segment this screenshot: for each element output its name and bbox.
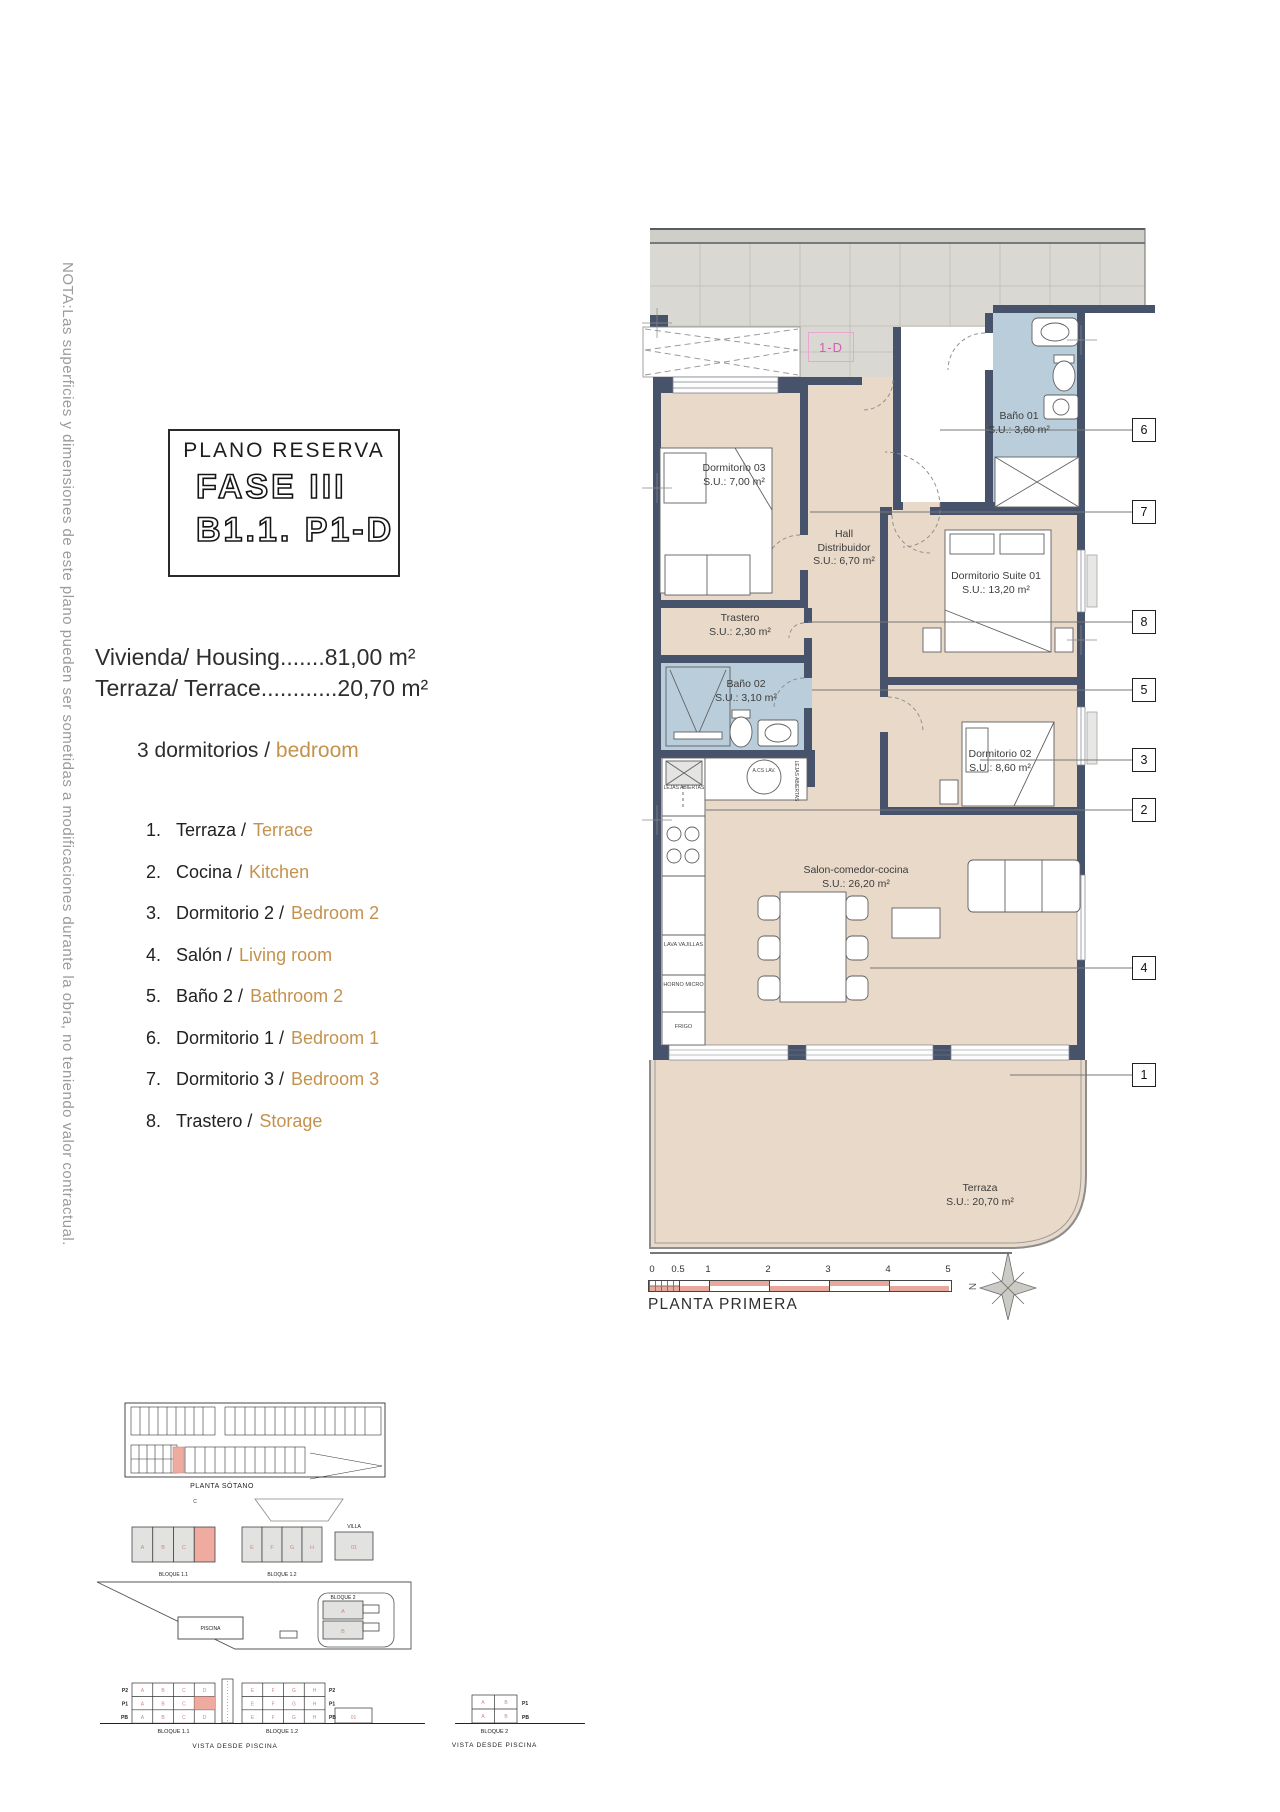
room-legend: [146, 820, 379, 1152]
driveway: [255, 1499, 343, 1521]
legend-item: 1. Terraza / Terrace: [146, 820, 314, 840]
svg-text:F: F: [271, 1688, 275, 1694]
legend-item: 6. Dormitorio 1 / Bedroom 1: [146, 1027, 380, 1048]
legend-item: 7. Dormitorio 3 / Bedroom 3: [146, 1069, 380, 1089]
callout-8: 8: [1132, 610, 1156, 634]
basement-plan: [125, 1403, 385, 1479]
svg-text:E: E: [250, 1701, 255, 1708]
highlighted-unit-d: [194, 1527, 215, 1562]
site-diagrams: [85, 1395, 600, 1760]
svg-text:D: D: [202, 1714, 207, 1721]
callout-3: 3: [1132, 748, 1156, 772]
svg-text:A: A: [140, 1701, 145, 1708]
svg-text:A: A: [481, 1700, 485, 1706]
villa-caption: VILLA: [347, 1524, 361, 1530]
bedrooms-en: bedroom: [275, 739, 359, 762]
scale-tick: 1: [705, 1264, 711, 1275]
chair: [846, 936, 868, 960]
svg-text:F: F: [271, 1701, 275, 1708]
bedrooms-line: [137, 739, 359, 763]
svg-text:A: A: [140, 1688, 145, 1694]
kitchen-label-fridge: FRIGO: [674, 1024, 693, 1030]
sofa: [968, 860, 1080, 912]
pool-caption: PISCINA: [200, 1626, 221, 1632]
legend-item: 2. Cocina / Kitchen: [146, 861, 310, 882]
room-label-bath1: Baño 01 S.U.: 3,60 m²: [988, 410, 1050, 436]
title-block: [168, 429, 400, 577]
unit-title: B1.1. P1-D: [196, 510, 395, 549]
svg-text:A: A: [140, 1714, 145, 1721]
compass-north-letter: N: [968, 1282, 980, 1291]
unit-letter: G: [289, 1545, 295, 1551]
housing-area-line: Vivienda/ Housing.......81,00 m²: [95, 644, 416, 670]
svg-text:G: G: [291, 1714, 296, 1721]
svg-text:B: B: [504, 1714, 508, 1720]
wardrobe-dorm03: [665, 555, 750, 595]
callout-7: 7: [1132, 500, 1156, 524]
svg-text:C: C: [182, 1688, 186, 1694]
bloque12-caption: BLOQUE 1.2: [267, 1572, 297, 1578]
phase-title: FASE III: [196, 468, 347, 506]
room-label-hall: Hall Distribuidor S.U.: 6,70 m²: [813, 528, 875, 568]
elev-caption-b11: BLOQUE 1.1: [157, 1729, 190, 1735]
svg-text:H: H: [312, 1688, 317, 1694]
svg-text:G: G: [291, 1701, 296, 1708]
unit-letter: A: [341, 1609, 345, 1615]
unit-letter: E: [250, 1545, 254, 1551]
scale-tick: 5: [945, 1264, 951, 1275]
svg-text:A: A: [481, 1714, 485, 1720]
level-label: P2: [121, 1688, 128, 1694]
room-label-suite01: Dormitorio Suite 01 S.U.: 13,20 m²: [951, 570, 1041, 596]
chair: [758, 936, 780, 960]
washing-machine: [747, 760, 781, 794]
terrace-area-line: Terraza/ Terrace............20,70 m²: [95, 675, 429, 701]
kitchen-label-oven: HORNO MICRO: [663, 982, 704, 988]
villa-unit: 01: [350, 1545, 358, 1551]
svg-text:E: E: [250, 1688, 255, 1694]
scale-tick: 3: [825, 1264, 831, 1275]
room-label-dorm03: Dormitorio 03 S.U.: 7,00 m²: [702, 462, 766, 488]
elevations: [100, 1679, 585, 1750]
elev-caption-b12: BLOQUE 1.2: [265, 1729, 299, 1735]
site-mark: C: [193, 1499, 197, 1505]
scale-tick: 0: [649, 1264, 655, 1275]
chair: [758, 976, 780, 1000]
level-label: PB: [121, 1714, 128, 1721]
coffee-table: [892, 908, 940, 938]
kitchen-label-dishwasher: LAVA VAJILLAS: [663, 942, 704, 948]
disclaimer-note: NOTA:Las superficies y dimensiones de este plano pueden ser sometidas a modificaciones durante la obra, no teniendo valor contractual.: [59, 262, 76, 1246]
level-label: PB: [522, 1715, 529, 1721]
room-label-terraza: Terraza S.U.: 20,70 m²: [946, 1182, 1014, 1208]
scale-bar: [648, 1280, 952, 1292]
room-label-trastero: Trastero S.U.: 2,30 m²: [709, 612, 771, 638]
unit-letter: A: [140, 1545, 145, 1551]
vista-caption: VISTA DESDE PISCINA: [451, 1742, 538, 1749]
chair: [846, 896, 868, 920]
callout-2: 2: [1132, 798, 1156, 822]
level-label: P1: [329, 1701, 336, 1708]
legend-item: 5. Baño 2 / Bathroom 2: [146, 986, 344, 1006]
floor-plan-drawing: [640, 220, 1180, 1330]
plan-subtitle: PLANO RESERVA: [183, 439, 385, 462]
svg-text:H: H: [312, 1701, 317, 1708]
unit-letter: C: [181, 1545, 186, 1551]
level-label: P2: [329, 1688, 336, 1694]
unit-letter: H: [310, 1545, 314, 1551]
bloque11-caption: BLOQUE 1.1: [158, 1572, 189, 1578]
basement-caption: PLANTA SÓTANO: [190, 1483, 254, 1490]
bloque2-caption: BLOQUE 2: [330, 1595, 356, 1601]
site-plan: [97, 1524, 411, 1649]
svg-text:H: H: [312, 1714, 317, 1721]
compass-rose: [980, 1252, 1036, 1320]
level-label: P1: [522, 1701, 529, 1707]
callout-1: 1: [1132, 1063, 1156, 1087]
kitchen-counter: [662, 758, 705, 1045]
kitchen-label-shelves-b: LEJAS ABIERTAS: [793, 760, 799, 802]
scale-tick: 4: [885, 1264, 891, 1275]
svg-text:F: F: [271, 1714, 275, 1721]
dining-table: [780, 892, 846, 1002]
legend-item: 8. Trastero / Storage: [146, 1110, 323, 1131]
hob: [667, 827, 681, 841]
kitchen-label-shelves-a: LEJAS ABIERTAS: [663, 785, 705, 791]
nightstand: [940, 780, 958, 804]
room-label-salon: Salon-comedor-cocina S.U.: 26,20 m²: [803, 864, 909, 890]
bedrooms-es: 3 dormitorios /: [137, 739, 271, 762]
svg-text:B: B: [161, 1688, 165, 1694]
scale-tick: 0.5: [671, 1264, 685, 1275]
elev-caption-b2: BLOQUE 2: [480, 1729, 509, 1735]
svg-text:C: C: [182, 1714, 186, 1721]
svg-text:C: C: [182, 1701, 186, 1708]
unit-tag: 1-D: [808, 332, 854, 362]
unit-letter: B: [161, 1545, 165, 1551]
level-label: P1: [121, 1701, 128, 1708]
svg-text:D: D: [202, 1688, 207, 1694]
room-label-dorm02: Dormitorio 02 S.U.: 8,60 m²: [968, 748, 1032, 774]
kitchen-label-washer: A.CS LAV.: [752, 768, 776, 774]
legend-item: 3. Dormitorio 2 / Bedroom 2: [146, 903, 380, 923]
svg-text:B: B: [161, 1714, 165, 1721]
nightstand: [923, 628, 941, 652]
floor-plan: [640, 220, 1180, 1330]
scale-tick: 2: [765, 1264, 771, 1275]
svg-text:01: 01: [350, 1715, 357, 1721]
patio-void: [643, 327, 800, 377]
svg-text:B: B: [161, 1701, 165, 1708]
highlighted-parking-spot: [173, 1447, 184, 1473]
chair: [846, 976, 868, 1000]
plan-caption: PLANTA PRIMERA: [648, 1296, 799, 1313]
svg-text:G: G: [291, 1688, 296, 1694]
unit-letter: B: [341, 1629, 345, 1635]
legend-item: 4. Salón / Living room: [146, 944, 333, 965]
callout-4: 4: [1132, 956, 1156, 980]
room-label-bath2: Baño 02 S.U.: 3,10 m²: [715, 678, 777, 704]
unit-letter: F: [270, 1545, 274, 1551]
svg-text:B: B: [504, 1700, 508, 1706]
chair: [758, 896, 780, 920]
callout-6: 6: [1132, 418, 1156, 442]
terrace-floor: [650, 1060, 1086, 1253]
level-label: PB: [329, 1714, 336, 1721]
callout-5: 5: [1132, 678, 1156, 702]
vista-caption: VISTA DESDE PISCINA: [192, 1743, 278, 1750]
svg-text:E: E: [250, 1714, 255, 1721]
highlighted-elevation-cell: [194, 1696, 215, 1709]
